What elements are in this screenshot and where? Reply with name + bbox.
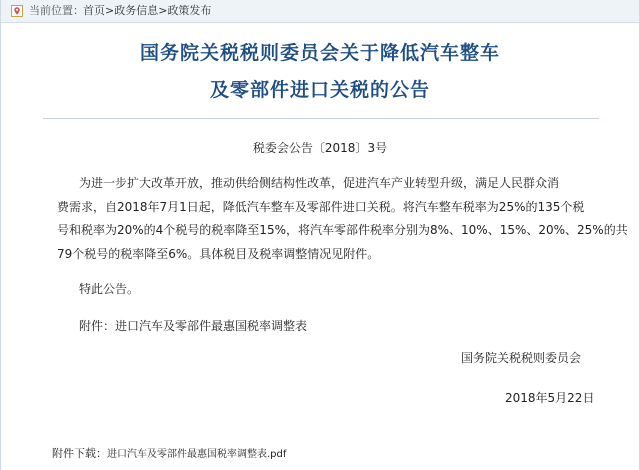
issue-date: 2018年5月22日 bbox=[505, 391, 595, 405]
paragraph-line: 号和税率为20%的4个税号的税率降至15%，将汽车零部件税率分别为8%、10%、15%、20%、25%的共 bbox=[57, 223, 628, 237]
page-title-line-2: 及零部件进口关税的公告 bbox=[209, 79, 430, 101]
breadcrumb-label: 当前位置： bbox=[29, 4, 84, 17]
issuer-signature: 国务院关税税则委员会 bbox=[461, 351, 582, 365]
attachment-note: 附件：进口汽车及零部件最惠国税率调整表 bbox=[79, 319, 308, 333]
page-title-line-1: 国务院关税税则委员会关于降低汽车整车 bbox=[139, 42, 500, 64]
breadcrumb-separator: > bbox=[158, 4, 168, 17]
paragraph-line: 为进一步扩大改革开放，推动供给侧结构性改革，促进汽车产业转型升级，满足人民群众消 bbox=[79, 176, 560, 190]
download-label: 附件下载： bbox=[52, 447, 107, 460]
breadcrumb-current: 政策发布 bbox=[167, 4, 212, 17]
paragraph-line: 费需求，自2018年7月1日起，降低汽车整车及零部件进口关税。将汽车整车税率为25%的135个税 bbox=[57, 199, 585, 214]
closing-text: 特此公告。 bbox=[79, 282, 140, 296]
document-number: 税委会公告〔2018〕3号 bbox=[252, 141, 388, 155]
breadcrumb-separator: > bbox=[105, 4, 115, 17]
download-link[interactable]: 进口汽车及零部件最惠国税率调整表.pdf bbox=[107, 449, 287, 460]
title-divider bbox=[43, 118, 599, 119]
paragraph-line: 79个税号的税率降至6%。具体税目及税率调整情况见附件。 bbox=[57, 246, 380, 261]
attachment-download bbox=[52, 445, 286, 461]
breadcrumb-home-link[interactable]: 首页 bbox=[83, 4, 105, 17]
breadcrumb-gov-info-link[interactable]: 政务信息 bbox=[114, 4, 159, 17]
breadcrumb bbox=[83, 0, 211, 22]
location-pin-icon bbox=[11, 5, 23, 17]
breadcrumb-bar bbox=[1, 0, 639, 23]
body-paragraph bbox=[57, 172, 628, 266]
